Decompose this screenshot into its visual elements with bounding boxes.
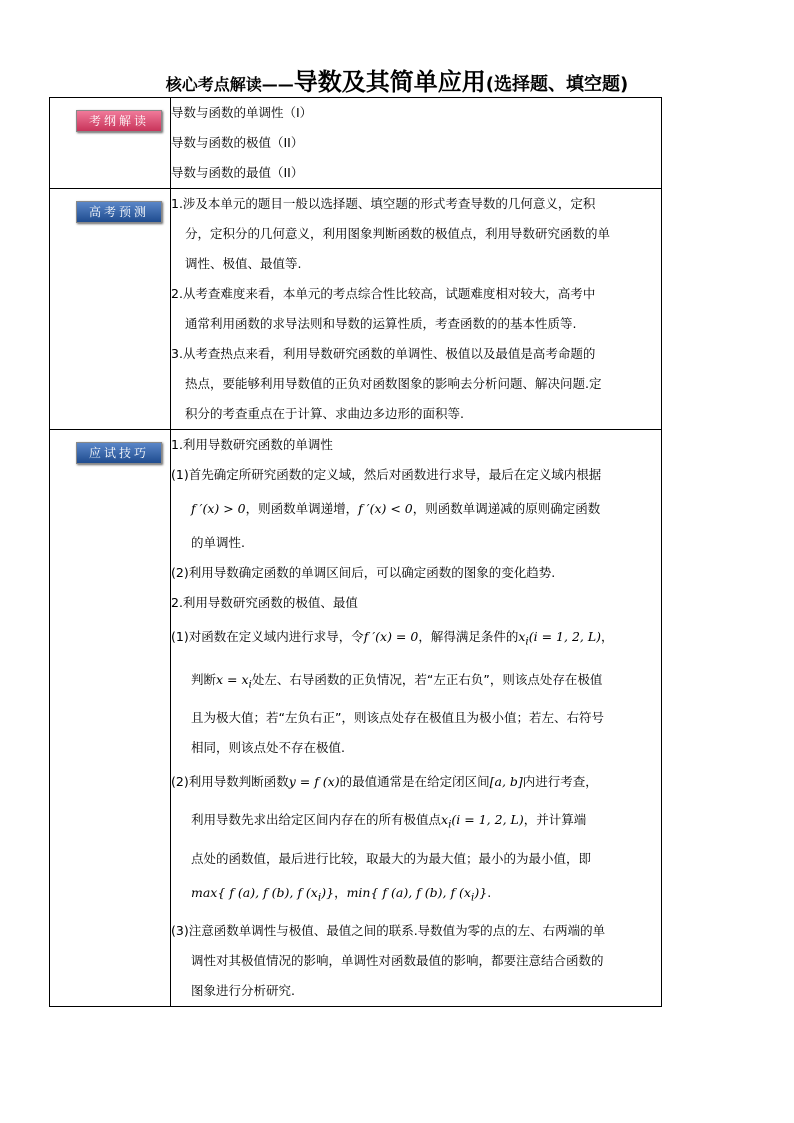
content-table: [49, 97, 662, 1007]
math-expr: max{ f (a), f (b), f (x: [191, 884, 318, 900]
math-expr: (i = 1, 2, L): [528, 629, 602, 644]
tech-para-2-3-cont: 调性对其极值情况的影响，单调性对函数最值的影响，都要注意结合函数的: [191, 953, 604, 968]
section-label-cell: [50, 189, 171, 430]
math-expr: f ′(x) < 0: [358, 501, 413, 516]
page-title: [0, 62, 794, 97]
tech-para-2-3-cont: 图象进行分析研究.: [191, 983, 295, 998]
math-sub: i: [248, 678, 252, 690]
tech-para-2-1-cont: 且为极大值；若“左负右正”，则该点处存在极值且为极小值；若左、右符号: [191, 710, 604, 725]
text-run: ，则函数单调递增，: [245, 501, 359, 516]
title-prefix: 核心考点解读: [165, 75, 262, 94]
section-content-cell: [171, 189, 662, 430]
forecast-para-1: 1.涉及本单元的题目一般以选择题、填空题的形式考查导数的几何意义，定积: [171, 196, 596, 211]
text-run: ，: [334, 884, 347, 900]
math-expr: x = x: [216, 671, 249, 687]
text-run: 利用导数先求出给定区间内存在的所有极值点: [191, 812, 442, 827]
math-expr: f ′(x) > 0: [191, 501, 246, 516]
syllabus-line: 导数与函数的极值（II）: [171, 135, 304, 150]
tech-para-2-2-formula: [171, 874, 661, 917]
text-run: (2)利用导数判断函数: [171, 774, 289, 789]
math-expr: min{ f (a), f (b), f (x: [346, 884, 471, 900]
section-techniques: [50, 430, 662, 1007]
text-run: ，: [601, 629, 614, 644]
math-sub: i: [471, 891, 475, 903]
text-run: 的最值通常是在给定闭区间: [339, 774, 490, 789]
forecast-para-3: 3.从考查热点来看，利用导数研究函数的单调性、极值以及最值是高考命题的: [171, 346, 596, 361]
math-sub: i: [525, 635, 529, 648]
tech-heading-2: 2.利用导数研究函数的极值、最值: [171, 595, 358, 610]
math-expr: )}: [321, 884, 335, 900]
tech-para-2-3: (3)注意函数单调性与极值、最值之间的联系.导数值为零的点的左、右两端的单: [171, 923, 606, 938]
tech-para-2-2-cont: [171, 801, 661, 844]
tech-para-2-1-cont: 相同，则该点处不存在极值.: [191, 740, 345, 755]
text-run: ，解得满足条件的: [418, 629, 519, 644]
tech-para-1-1-cont: [171, 490, 661, 528]
section-label-cell: [50, 430, 171, 1007]
math-expr: (i = 1, 2, L): [451, 812, 524, 827]
tech-para-2-1-cont: [171, 661, 661, 704]
section-content-cell: [171, 98, 662, 189]
tech-para-1-1-last: 的单调性.: [191, 535, 245, 550]
text-run: ，则函数单调递减的原则确定函数: [412, 501, 601, 516]
badge-techniques: 应试技巧: [76, 442, 162, 464]
tech-para-2-2-cont: 点处的函数值，最后进行比较，取最大的为最大值；最小的为最小值，即: [191, 850, 592, 866]
text-run: 判断: [191, 671, 217, 687]
math-expr: f ′(x) = 0: [363, 629, 419, 644]
math-expr: x: [518, 629, 526, 644]
forecast-para-2: 2.从考查难度来看，本单元的考点综合性比较高，试题难度相对较大，高考中: [171, 286, 596, 301]
forecast-para-3-cont: 热点，要能够利用导数值的正负对函数图象的影响去分析问题、解决问题.定: [185, 376, 602, 391]
title-main: 导数及其简单应用: [293, 68, 486, 96]
forecast-para-2-cont: 通常利用函数的求导法则和导数的运算性质，考查函数的的基本性质等.: [185, 316, 577, 331]
section-forecast: [50, 189, 662, 430]
syllabus-line: 导数与函数的最值（II）: [171, 165, 304, 180]
section-label-cell: [50, 98, 171, 189]
text-run: 内进行考查，: [522, 774, 598, 789]
math-expr: )}: [474, 884, 488, 900]
tech-heading-1: 1.利用导数研究函数的单调性: [171, 437, 333, 452]
tech-para-2-2: [171, 763, 661, 801]
title-dash: ——: [261, 75, 294, 94]
forecast-para-3-cont: 积分的考查重点在于计算、求曲边多边形的面积等.: [185, 406, 464, 421]
syllabus-line: 导数与函数的单调性（I）: [171, 105, 313, 120]
forecast-para-1-cont: 分，定积分的几何意义，利用图象判断函数的极值点，利用导数研究函数的单: [185, 226, 611, 241]
math-sub: i: [448, 818, 452, 831]
forecast-para-1-cont: 调性、极值、最值等.: [185, 256, 302, 271]
tech-para-1-1: (1)首先确定所研究函数的定义域，然后对函数进行求导，最后在定义域内根据: [171, 467, 602, 482]
math-expr: [a, b]: [489, 774, 523, 789]
text-run: 处左、右导函数的正负情况，若“左正右负”，则该点处存在极值: [251, 671, 603, 687]
tech-para-1-2: (2)利用导数确定函数的单调区间后，可以确定函数的图象的变化趋势.: [171, 565, 556, 580]
math-expr: x: [441, 812, 449, 827]
tech-para-2-1: [171, 618, 661, 661]
section-syllabus: [50, 98, 662, 189]
section-content-cell: [171, 430, 662, 1007]
text-run: .: [487, 884, 492, 900]
math-expr: y = f (x): [288, 774, 340, 789]
text-run: (1)对函数在定义域内进行求导，令: [171, 629, 364, 644]
text-run: ，并计算端: [523, 812, 587, 827]
title-suffix: (选择题、填空题): [485, 74, 629, 95]
badge-syllabus: 考纲解读: [76, 110, 162, 132]
math-sub: i: [317, 891, 322, 903]
badge-forecast: 高考预测: [76, 201, 162, 223]
